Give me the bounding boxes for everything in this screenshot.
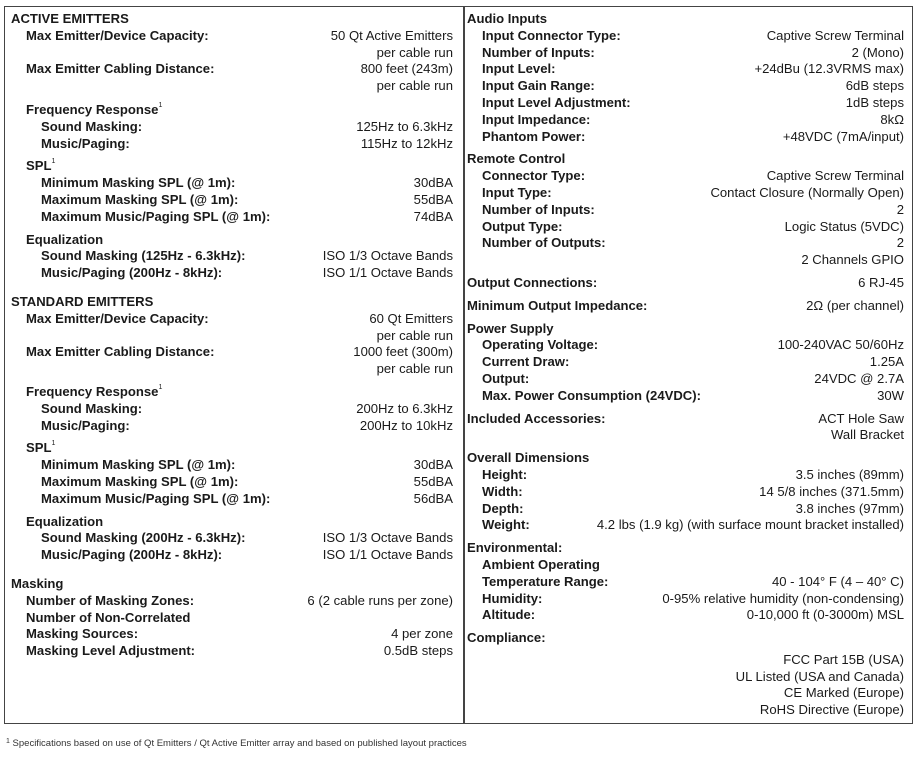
spec-label: Masking Sources: xyxy=(26,626,139,642)
spec-value: 30dBA xyxy=(413,175,453,191)
spec-label: Sound Masking (125Hz - 6.3kHz): xyxy=(41,248,246,264)
spec-label: Input Type: xyxy=(482,184,552,200)
spec-label: Sound Masking: xyxy=(41,400,143,416)
active-freq-masking-row xyxy=(11,119,453,136)
masking-zones-row xyxy=(11,593,453,610)
spec-value: 56dBA xyxy=(413,490,453,506)
spec-value: 125Hz to 6.3kHz xyxy=(356,118,453,134)
spec-value: 30W xyxy=(877,387,904,403)
spec-value: 4 per zone xyxy=(391,626,453,642)
compliance-value: RoHS Directive (Europe) xyxy=(759,702,904,718)
masking-level-row xyxy=(11,643,453,660)
active-max-capacity-row xyxy=(11,28,453,45)
spec-value: per cable run xyxy=(376,78,453,94)
spec-value: 40 - 104° F (4 – 40° C) xyxy=(771,573,904,589)
left-column xyxy=(11,11,453,660)
spec-value: Logic Status (5VDC) xyxy=(784,218,904,234)
compliance-heading: Compliance: xyxy=(467,630,546,646)
footnote-marker: 1 xyxy=(158,383,163,391)
spec-label: Number of Outputs: xyxy=(482,235,606,251)
spec-label: Weight: xyxy=(482,517,530,533)
spec-label: Number of Inputs: xyxy=(482,44,595,60)
spec-value: 3.8 inches (97mm) xyxy=(795,500,904,516)
spec-value: Contact Closure (Normally Open) xyxy=(710,184,904,200)
standard-max-distance-row-cont xyxy=(11,361,453,378)
spec-label: Width: xyxy=(482,483,523,499)
spec-value: 6 (2 cable runs per zone) xyxy=(307,592,453,608)
spec-value: 2Ω (per channel) xyxy=(806,297,904,313)
accessories-row xyxy=(467,411,904,428)
spec-value: +24dBu (12.3VRMS max) xyxy=(754,61,904,77)
spec-label: Number of Non-Correlated xyxy=(26,609,191,625)
compliance-item xyxy=(467,685,904,702)
audio-impedance-row xyxy=(467,112,904,129)
spec-value: 800 feet (243m) xyxy=(360,61,453,77)
spec-value: 2 Channels GPIO xyxy=(801,252,904,268)
active-max-distance-row-cont xyxy=(11,78,453,95)
section-label: SPL xyxy=(26,440,52,456)
standard-eq-music-row xyxy=(11,547,453,564)
spec-label: Music/Paging (200Hz - 8kHz): xyxy=(41,547,223,563)
spec-value: ISO 1/1 Octave Bands xyxy=(322,547,453,563)
spec-label: Music/Paging: xyxy=(41,135,130,151)
compliance-value: CE Marked (Europe) xyxy=(783,685,904,701)
env-ambient-row xyxy=(467,557,904,574)
spec-value: 6 RJ-45 xyxy=(858,274,904,290)
spec-label: Max. Power Consumption (24VDC): xyxy=(482,387,701,403)
remote-num-outputs-row xyxy=(467,235,904,252)
spec-label: Output Type: xyxy=(482,218,563,234)
footnote-marker: 1 xyxy=(158,101,163,109)
spec-value: 1000 feet (300m) xyxy=(353,344,453,360)
standard-max-distance-row xyxy=(11,344,453,361)
footnote-marker: 1 xyxy=(51,158,56,166)
spec-label: Sound Masking (200Hz - 6.3kHz): xyxy=(41,530,246,546)
masking-noncorrelated-row xyxy=(11,610,453,627)
spec-value: 3.5 inches (89mm) xyxy=(795,466,904,482)
spec-label: Minimum Output Impedance: xyxy=(467,297,648,313)
spec-value: 30dBA xyxy=(413,457,453,473)
dims-height-row xyxy=(467,467,904,484)
spec-label: Depth: xyxy=(482,500,524,516)
spec-label: Connector Type: xyxy=(482,168,586,184)
spec-value: +48VDC (7mA/input) xyxy=(782,128,904,144)
remote-gpio-row xyxy=(467,252,904,269)
spec-value: 50 Qt Active Emitters xyxy=(330,27,453,43)
spec-label: Included Accessories: xyxy=(467,410,606,426)
spec-value: 200Hz to 10kHz xyxy=(359,417,453,433)
remote-num-inputs-row xyxy=(467,202,904,219)
remote-connector-row xyxy=(467,168,904,185)
spec-value: 6dB steps xyxy=(845,78,904,94)
min-output-impedance-row xyxy=(467,298,904,315)
standard-max-capacity-row-cont xyxy=(11,328,453,345)
spec-value: 8kΩ xyxy=(880,111,904,127)
standard-max-capacity-row xyxy=(11,311,453,328)
standard-spl-heading xyxy=(11,440,453,457)
spec-value: 4.2 lbs (1.9 kg) (with surface mount bracket installed) xyxy=(596,517,904,533)
spec-value: 0.5dB steps xyxy=(383,643,453,659)
masking-heading: Masking xyxy=(11,575,64,591)
compliance-item xyxy=(467,652,904,669)
masking-sources-row xyxy=(11,626,453,643)
audio-gain-row xyxy=(467,78,904,95)
spec-value: 1.25A xyxy=(869,354,904,370)
power-supply-heading: Power Supply xyxy=(467,320,554,336)
spec-label: Temperature Range: xyxy=(482,573,609,589)
spec-value: Captive Screw Terminal xyxy=(766,27,904,43)
spec-label: Altitude: xyxy=(482,607,536,623)
active-eq-masking-row xyxy=(11,248,453,265)
spec-label: Minimum Masking SPL (@ 1m): xyxy=(41,457,236,473)
spec-label: Current Draw: xyxy=(482,354,570,370)
spec-value: 60 Qt Emitters xyxy=(369,310,453,326)
spec-label: Input Level: xyxy=(482,61,556,77)
spec-label: Ambient Operating xyxy=(482,556,600,572)
spec-label: Phantom Power: xyxy=(482,128,586,144)
env-altitude-row xyxy=(467,607,904,624)
spec-label: Max Emitter/Device Capacity: xyxy=(26,310,209,326)
spec-value: ISO 1/1 Octave Bands xyxy=(322,265,453,281)
spec-value: per cable run xyxy=(376,327,453,343)
column-divider xyxy=(463,7,465,723)
spec-value: 2 (Mono) xyxy=(851,44,904,60)
environmental-heading: Environmental: xyxy=(467,540,563,556)
power-voltage-row xyxy=(467,337,904,354)
remote-input-type-row xyxy=(467,185,904,202)
active-spl-min-row xyxy=(11,175,453,192)
standard-frequency-heading xyxy=(11,384,453,401)
dims-weight-row xyxy=(467,517,904,534)
spec-value: Captive Screw Terminal xyxy=(766,168,904,184)
spec-label: Sound Masking: xyxy=(41,118,143,134)
standard-spl-max-row xyxy=(11,474,453,491)
spec-label: Music/Paging: xyxy=(41,417,130,433)
spec-value: 14 5/8 inches (371.5mm) xyxy=(759,483,904,499)
active-max-capacity-row-cont xyxy=(11,45,453,62)
spec-value: 55dBA xyxy=(413,473,453,489)
footnote-marker: 1 xyxy=(51,440,56,448)
remote-output-type-row xyxy=(467,219,904,236)
spec-value: ACT Hole Saw xyxy=(818,410,904,426)
spec-label: Output Connections: xyxy=(467,274,598,290)
audio-connector-row xyxy=(467,28,904,45)
spec-label: Maximum Masking SPL (@ 1m): xyxy=(41,191,239,207)
audio-level-row xyxy=(467,61,904,78)
active-max-distance-row xyxy=(11,61,453,78)
spec-value: 1dB steps xyxy=(845,94,904,110)
dims-width-row xyxy=(467,484,904,501)
compliance-item xyxy=(467,702,904,719)
spec-label: Maximum Music/Paging SPL (@ 1m): xyxy=(41,208,271,224)
spec-label: Masking Level Adjustment: xyxy=(26,643,196,659)
spec-value: 100-240VAC 50/60Hz xyxy=(777,337,904,353)
standard-spl-music-row xyxy=(11,491,453,508)
footnote xyxy=(6,738,467,749)
section-label: Frequency Response xyxy=(26,101,159,117)
spec-label: Humidity: xyxy=(482,590,543,606)
power-output-row xyxy=(467,371,904,388)
env-humidity-row xyxy=(467,591,904,608)
audio-phantom-row xyxy=(467,129,904,146)
standard-freq-music-row xyxy=(11,418,453,435)
spec-value: 0-95% relative humidity (non-condensing) xyxy=(662,590,904,606)
audio-num-inputs-row xyxy=(467,45,904,62)
standard-emitters-heading: STANDARD EMITTERS xyxy=(11,293,154,309)
spec-label: Minimum Masking SPL (@ 1m): xyxy=(41,175,236,191)
env-temp-row xyxy=(467,574,904,591)
audio-adjust-row xyxy=(467,95,904,112)
spec-value: 0-10,000 ft (0-3000m) MSL xyxy=(746,607,904,623)
standard-eq-heading: Equalization xyxy=(26,513,104,529)
active-spl-max-row xyxy=(11,192,453,209)
power-max-row xyxy=(467,388,904,405)
dimensions-heading: Overall Dimensions xyxy=(467,450,590,466)
dims-depth-row xyxy=(467,501,904,518)
active-emitters-heading: ACTIVE EMITTERS xyxy=(11,11,129,26)
footnote-text: Specifications based on use of Qt Emitters / Qt Active Emitter array and based on published layout practices xyxy=(12,738,467,749)
active-eq-music-row xyxy=(11,265,453,282)
audio-inputs-heading: Audio Inputs xyxy=(467,11,548,26)
section-label: SPL xyxy=(26,158,52,174)
standard-spl-min-row xyxy=(11,457,453,474)
power-current-row xyxy=(467,354,904,371)
spec-label: Height: xyxy=(482,466,528,482)
spec-value: 115Hz to 12kHz xyxy=(360,135,453,151)
standard-freq-masking-row xyxy=(11,401,453,418)
spec-label: Music/Paging (200Hz - 8kHz): xyxy=(41,265,223,281)
spec-label: Maximum Masking SPL (@ 1m): xyxy=(41,473,239,489)
spec-value: 24VDC @ 2.7A xyxy=(814,370,904,386)
spec-label: Number of Masking Zones: xyxy=(26,592,195,608)
output-connections-row xyxy=(467,275,904,292)
spec-label: Max Emitter Cabling Distance: xyxy=(26,61,215,77)
spec-value: per cable run xyxy=(376,361,453,377)
active-spl-music-row xyxy=(11,209,453,226)
spec-value: ISO 1/3 Octave Bands xyxy=(322,248,453,264)
right-column xyxy=(467,11,904,719)
section-label: Frequency Response xyxy=(26,383,159,399)
compliance-value: UL Listed (USA and Canada) xyxy=(735,668,904,684)
spec-label: Max Emitter Cabling Distance: xyxy=(26,344,215,360)
active-spl-heading xyxy=(11,158,453,175)
spec-value: 2 xyxy=(896,201,904,217)
standard-eq-masking-row xyxy=(11,530,453,547)
spec-label: Max Emitter/Device Capacity: xyxy=(26,27,209,43)
spec-value: 200Hz to 6.3kHz xyxy=(356,400,453,416)
spec-label: Number of Inputs: xyxy=(482,201,595,217)
spec-value: 2 xyxy=(896,235,904,251)
spec-value: 74dBA xyxy=(413,208,453,224)
active-freq-music-row xyxy=(11,136,453,153)
footnote-marker: 1 xyxy=(6,738,10,745)
spec-label: Operating Voltage: xyxy=(482,337,599,353)
remote-control-heading: Remote Control xyxy=(467,151,566,167)
compliance-value: FCC Part 15B (USA) xyxy=(783,651,904,667)
compliance-list xyxy=(467,652,904,719)
spec-label: Input Connector Type: xyxy=(482,27,621,43)
spec-label: Output: xyxy=(482,370,530,386)
compliance-item xyxy=(467,669,904,686)
spec-label: Input Gain Range: xyxy=(482,78,595,94)
spec-value: ISO 1/3 Octave Bands xyxy=(322,530,453,546)
spec-value: 55dBA xyxy=(413,191,453,207)
spec-label: Input Level Adjustment: xyxy=(482,94,631,110)
spec-label: Maximum Music/Paging SPL (@ 1m): xyxy=(41,490,271,506)
active-frequency-heading xyxy=(11,102,453,119)
active-eq-heading: Equalization xyxy=(26,231,104,247)
spec-label: Input Impedance: xyxy=(482,111,591,127)
spec-value: Wall Bracket xyxy=(831,427,904,443)
spec-value: per cable run xyxy=(376,44,453,60)
spec-table xyxy=(4,6,913,724)
accessories-row-cont xyxy=(467,427,904,444)
